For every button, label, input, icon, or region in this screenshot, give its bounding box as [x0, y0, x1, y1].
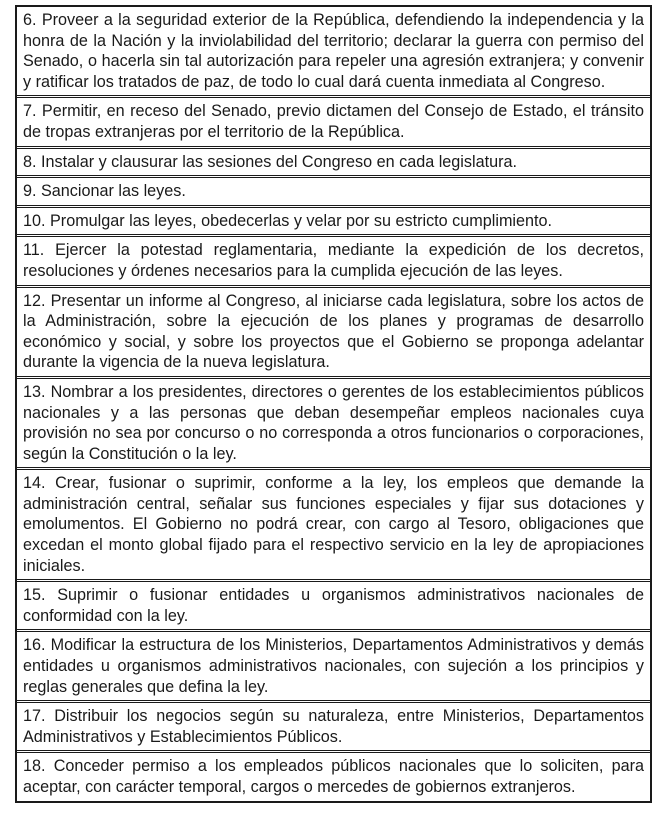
- item-16: 16. Modificar la estructura de los Ministerios, Departamentos Administrativos y demás entidades u organismos administrativos nacionales, con sujeción a los principios y reglas generales que defina la ley.: [17, 632, 650, 703]
- item-15: 15. Suprimir o fusionar entidades u organismos administrativos nacionales de conformidad con la ley.: [17, 582, 650, 632]
- item-10: 10. Promulgar las leyes, obedecerlas y velar por su estricto cumplimiento.: [17, 208, 650, 238]
- articles-table: [15, 5, 652, 803]
- item-9: 9. Sancionar las leyes.: [17, 178, 650, 208]
- item-17: 17. Distribuir los negocios según su naturaleza, entre Ministerios, Departamentos Administrativos y Establecimientos Públicos.: [17, 703, 650, 753]
- item-7: 7. Permitir, en receso del Senado, previo dictamen del Consejo de Estado, el tránsito de tropas extranjeras por el territorio de la República.: [17, 98, 650, 148]
- item-14: 14. Crear, fusionar o suprimir, conforme a la ley, los empleos que demande la administración central, señalar sus funciones especiales y fijar sus dotaciones y emolumentos. El Gobierno no podrá crear, con cargo al Tesoro, obligaciones que excedan el monto global fijado para el respectivo servicio en la ley de apropiaciones iniciales.: [17, 470, 650, 582]
- item-11: 11. Ejercer la potestad reglamentaria, mediante la expedición de los decretos, resoluciones y órdenes necesarios para la cumplida ejecución de las leyes.: [17, 237, 650, 287]
- item-6: 6. Proveer a la seguridad exterior de la República, defendiendo la independencia y la honra de la Nación y la inviolabilidad del territorio; declarar la guerra con permiso del Senado, o hacerla sin tal autorización para repeler una agresión extranjera; y convenir y ratificar los tratados de paz, de todo lo cual dará cuenta inmediata al Congreso.: [17, 7, 650, 98]
- item-13: 13. Nombrar a los presidentes, directores o gerentes de los establecimientos públicos nacionales y a las personas que deban desempeñar empleos nacionales cuya provisión no sea por concurso o no corresponda a otros funcionarios o corporaciones, según la Constitución o la ley.: [17, 379, 650, 470]
- item-8: 8. Instalar y clausurar las sesiones del Congreso en cada legislatura.: [17, 149, 650, 179]
- item-18: 18. Conceder permiso a los empleados públicos nacionales que lo soliciten, para aceptar, con carácter temporal, cargos o mercedes de gobiernos extranjeros.: [23, 757, 644, 796]
- item-12: 12. Presentar un informe al Congreso, al iniciarse cada legislatura, sobre los actos de la Administración, sobre la ejecución de los planes y programas de desarrollo económico y social, y sobre los proyectos que el Gobierno se proponga adelantar durante la vigencia de la nueva legislatura.: [17, 288, 650, 379]
